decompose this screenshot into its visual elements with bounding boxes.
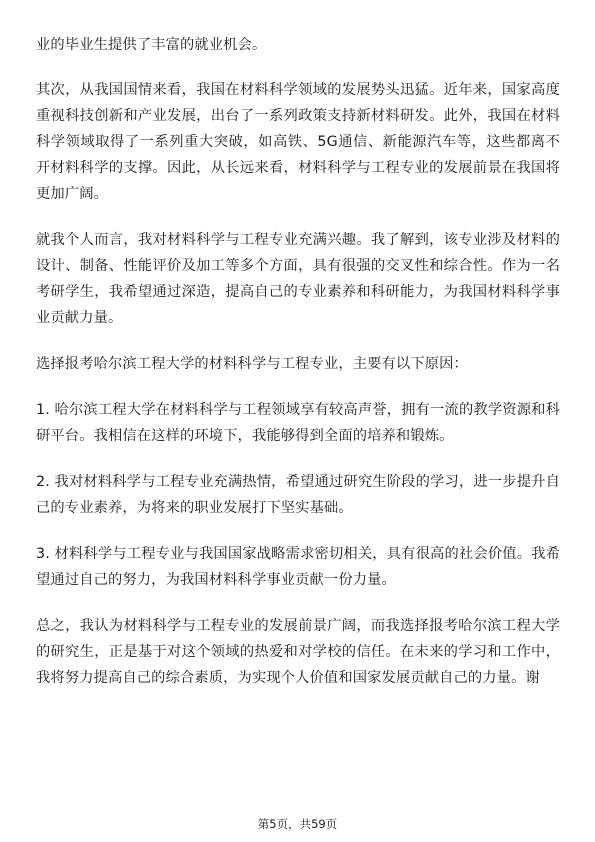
paragraph-reasons-intro: 选择报考哈尔滨工程大学的材料科学与工程专业，主要有以下原因： [36,356,468,372]
paragraph-national-situation: 其次，从我国国情来看，我国在材料科学领域的发展势头迅猛。近年来，国家高度重视科技创新和产业发展，出台了一系列政策支持新材料研发。此外，我国在材料科学领域取得了一系列重大突破，如高铁、5G通信、新能源汽车等，这些都离不开材料科学的支撑。因此，从长远来看，材料科学与工程专业的发展前景在我国将更加广阔。 [36,82,560,202]
paragraph-reason-3: 3. 材料科学与工程专业与我国国家战略需求密切相关，具有很高的社会价值。我希望通过自己的努力，为我国材料科学事业贡献一份力量。 [36,546,560,588]
document-body [36,32,560,691]
paragraph-conclusion: 总之，我认为材料科学与工程专业的发展前景广阔，而我选择报考哈尔滨工程大学的研究生，正是基于对这个领域的热爱和对学校的信任。在未来的学习和工作中，我将努力提高自己的综合素质，为实现个人价值和国家发展贡献自己的力量。谢 [36,618,560,686]
paragraph-employment-continuation: 业的毕业生提供了丰富的就业机会。 [36,37,267,53]
paragraph-reason-1: 1. 哈尔滨工程大学在材料科学与工程领域享有较高声誉，拥有一流的教学资源和科研平台。我相信在这样的环境下，我能够得到全面的培养和锻炼。 [36,402,560,444]
paragraph-reason-2: 2. 我对材料科学与工程专业充满热情，希望通过研究生阶段的学习，进一步提升自己的专业素养，为将来的职业发展打下坚实基础。 [36,474,560,516]
page-number-footer: 第5页，共59页 [257,817,338,831]
paragraph-personal-interest: 就我个人而言，我对材料科学与工程专业充满兴趣。我了解到，该专业涉及材料的设计、制备、性能评价及加工等多个方面，具有很强的交叉性和综合性。作为一名考研学生，我希望通过深造，提高自己的专业素养和科研能力，为我国材料科学事业贡献力量。 [36,232,560,326]
